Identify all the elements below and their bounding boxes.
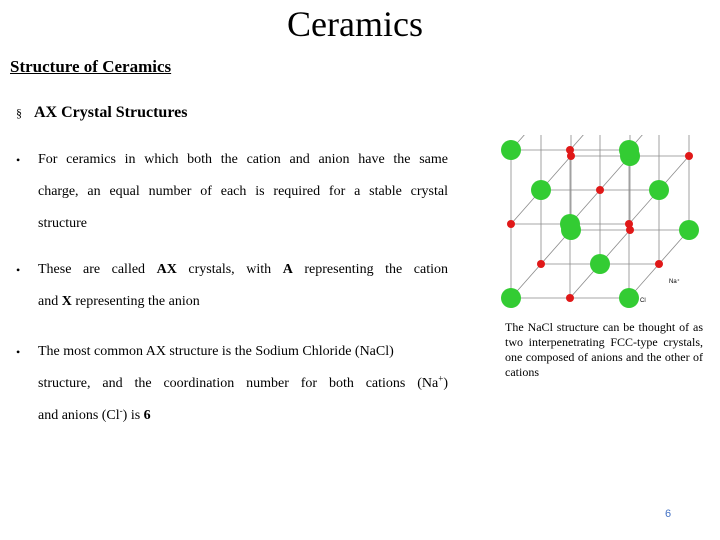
chloride-anion-atom — [619, 288, 639, 308]
chloride-anion-atom — [531, 180, 551, 200]
sodium-cation-atom — [596, 186, 604, 194]
text-line — [38, 286, 448, 318]
text-run: representing the anion — [71, 294, 200, 309]
page-number: 6 — [665, 508, 672, 520]
sodium-cation-atom — [655, 260, 663, 268]
text-line — [38, 400, 448, 432]
bullet-text — [38, 254, 448, 318]
slide-title: Ceramics — [287, 4, 423, 44]
sodium-cation-atom — [537, 260, 545, 268]
sodium-cation-atom — [625, 220, 633, 228]
chloride-anion-atom — [501, 140, 521, 160]
text-run: ) — [443, 376, 448, 391]
chloride-anion-atom — [560, 214, 580, 234]
text-run: These are called — [38, 262, 157, 277]
text-line: structure — [38, 216, 87, 231]
bullet-text — [38, 144, 448, 240]
text-line — [38, 254, 448, 286]
bullet-dot-icon: • — [16, 153, 21, 167]
square-bullet-icon: § — [16, 106, 22, 120]
chloride-anion-atom — [501, 288, 521, 308]
text-run: representing the cation — [292, 262, 448, 277]
bold-term: 6 — [143, 408, 151, 423]
label-na: Na⁺ — [669, 279, 680, 285]
bold-term: AX — [156, 262, 177, 277]
section-heading — [16, 102, 187, 124]
superscript: + — [438, 373, 444, 384]
sodium-cation-atom — [566, 146, 574, 154]
chloride-anion-atom — [619, 140, 639, 160]
text-line: charge, an equal number of each is required for a stable crystal — [38, 184, 448, 199]
section-subtitle: Structure of Ceramics — [10, 57, 172, 76]
sodium-cation-atom — [566, 294, 574, 302]
bullet-dot-icon: • — [16, 345, 21, 359]
bold-term: X — [61, 294, 72, 309]
text-line — [38, 368, 448, 400]
chloride-anion-atom — [590, 254, 610, 274]
chloride-anion-atom — [679, 220, 699, 240]
nacl-crystal-figure — [495, 135, 710, 315]
bold-term: A — [282, 262, 293, 277]
text-line: For ceramics in which both the cation and anion have the same — [38, 152, 448, 167]
text-run: structure, and the coordination number for both cations (Na — [38, 376, 439, 391]
text-run: and — [38, 294, 62, 309]
sodium-cation-atom — [685, 152, 693, 160]
superscript: - — [119, 405, 123, 416]
bullet-text — [38, 336, 448, 432]
label-cl: Cl — [640, 298, 646, 304]
text-line: The most common AX structure is the Sodium Chloride (NaCl) — [38, 344, 394, 359]
sodium-cation-atom — [507, 220, 515, 228]
text-run: and anions (Cl — [38, 408, 120, 423]
chloride-anion-atom — [649, 180, 669, 200]
text-run: ) is — [122, 408, 144, 423]
heading-text: AX Crystal Structures — [34, 104, 188, 121]
text-run: crystals, with — [176, 262, 283, 277]
figure-caption: The NaCl structure can be thought of as two interpenetrating FCC-type crystals, one composed of anions and the other of cations — [505, 320, 703, 379]
bullet-dot-icon: • — [16, 263, 21, 277]
